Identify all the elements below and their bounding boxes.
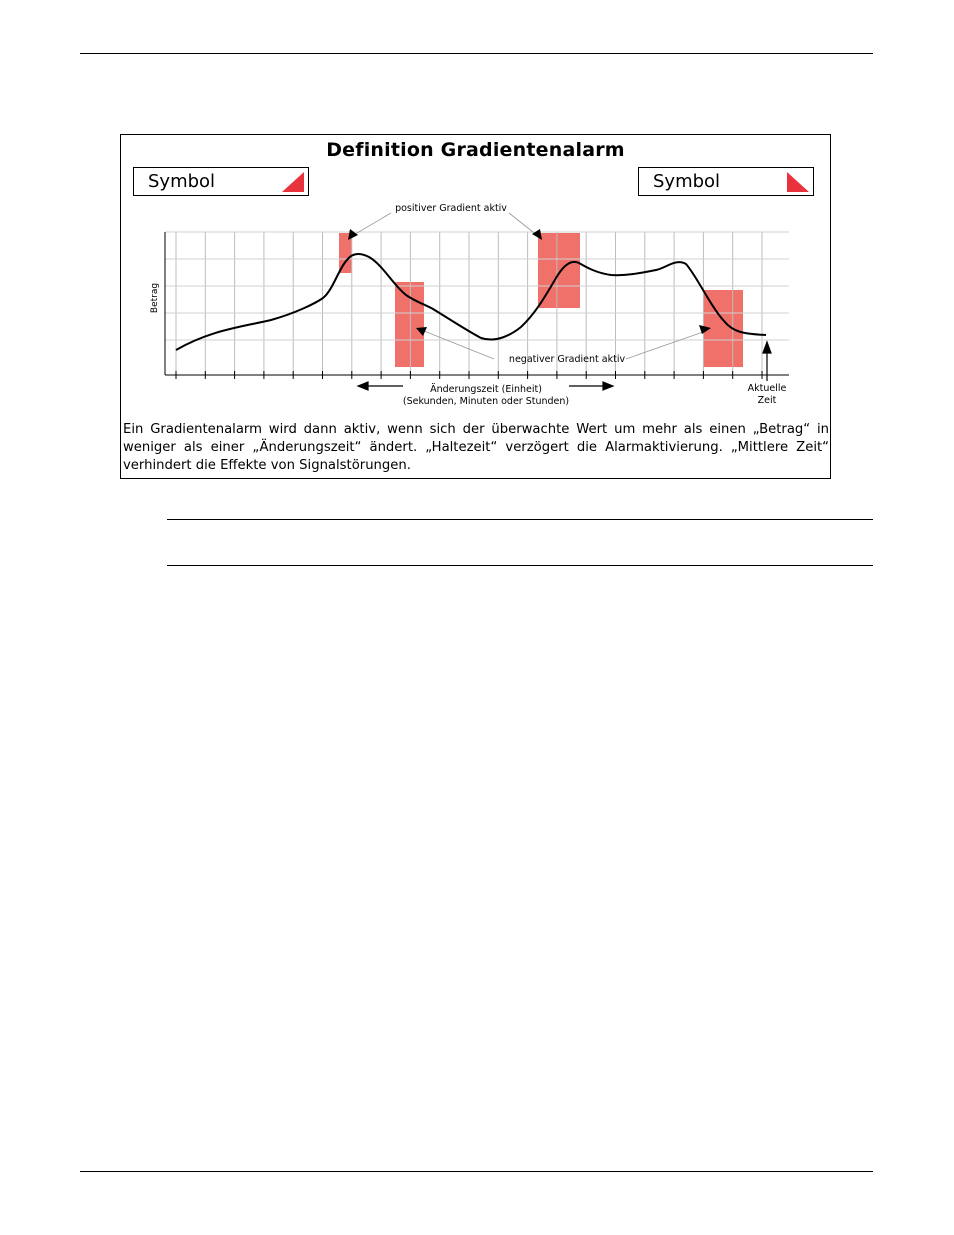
positive-gradient-callout: positiver Gradient aktiv xyxy=(395,203,507,214)
table-rule-top xyxy=(167,519,873,520)
y-axis-label: Betrag xyxy=(150,282,160,314)
table-rule-bottom xyxy=(167,565,873,566)
symbol-label: Symbol xyxy=(653,171,721,192)
time-span-units: (Sekunden, Minuten oder Stunden) xyxy=(402,396,570,407)
negative-gradient-region xyxy=(395,282,424,367)
footer-rule xyxy=(80,1171,873,1172)
gradient-alarm-figure xyxy=(120,134,831,479)
x-axis-ticks xyxy=(176,371,762,379)
figure-title: Definition Gradientenalarm xyxy=(326,139,625,161)
negative-gradient-callout: negativer Gradient aktiv xyxy=(508,354,626,365)
symbol-label: Symbol xyxy=(148,171,216,192)
signal-curve xyxy=(176,254,766,350)
current-time-label: Aktuelle xyxy=(747,383,787,394)
header-rule xyxy=(80,53,873,54)
chart-grid xyxy=(176,232,762,375)
time-span-label: Änderungszeit (Einheit) xyxy=(430,384,542,395)
gradient-diagram xyxy=(121,135,832,420)
figure-caption: Ein Gradientenalarm wird dann aktiv, wenn sich der überwachte Wert um mehr als einen „Betrag“ in weniger als einer „Änderungszeit“ ändert. „Haltezeit“ verzögert die Alarmaktivierung. „Mittlere Zeit“ verhindert die Effekte von Signalstörungen. xyxy=(123,422,829,473)
horizontal-gridlines xyxy=(165,232,789,340)
current-time-label: Zeit xyxy=(757,395,777,406)
